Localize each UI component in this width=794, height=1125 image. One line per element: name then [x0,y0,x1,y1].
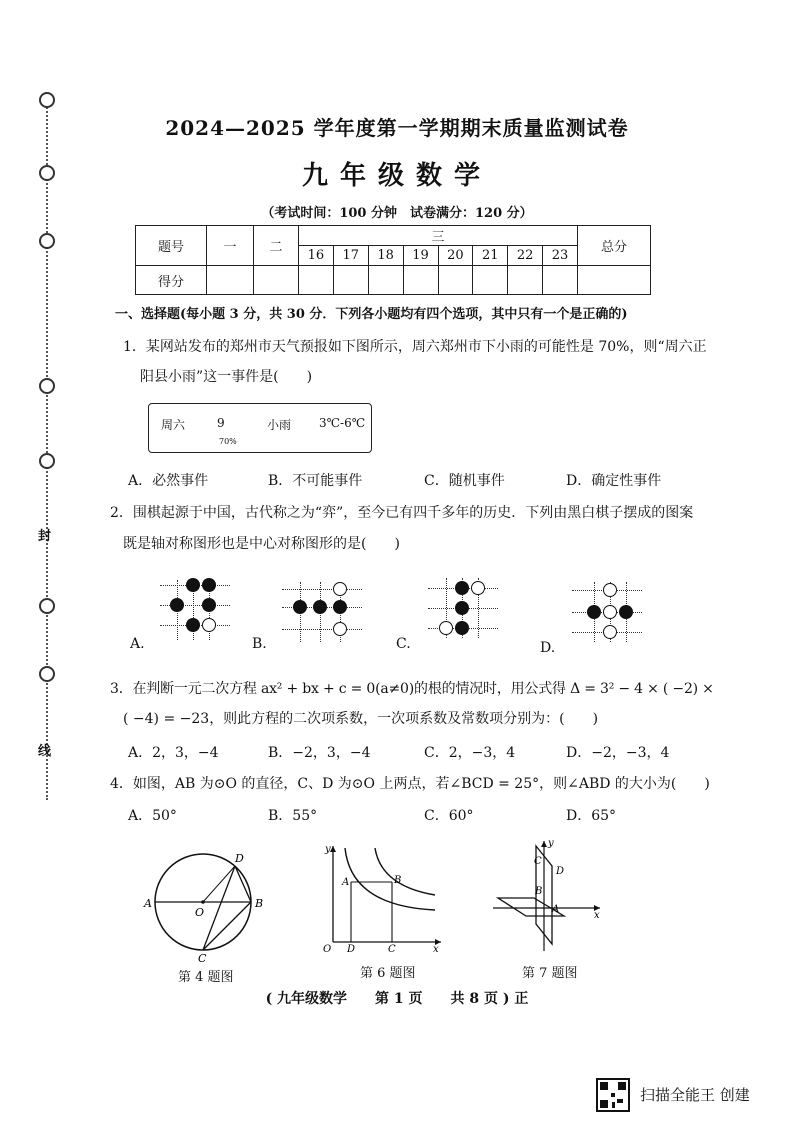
label-y: y [548,838,554,849]
binding-hole [39,92,55,108]
weather-number: 9 [217,416,225,430]
label-a: A [552,904,560,915]
option-c: C．60° [424,808,474,824]
weather-forecast-box [148,403,372,453]
question-3-line: 3．在判断一元二次方程 ax² + bx + c = 0(a≠0)的根的情况时，用公式得 Δ = 3² − 4 × ( −2) × [110,681,714,697]
score-cell[interactable] [578,266,651,295]
option-b: B．55° [268,808,318,824]
black-stone [313,600,327,614]
weather-temperature: 3℃-6℃ [319,416,366,430]
label-d: D [347,944,356,955]
label-y: y [325,844,331,855]
black-stone [202,578,216,592]
label-a: A [342,877,350,888]
exam-time-note: （考试时间：100 分钟 试卷满分：120 分） [261,206,533,221]
weather-condition: 小雨 [267,418,292,432]
figure-4-caption: 第 4 题图 [178,970,234,985]
question-1-line: 1．某网站发布的郑州市天气预报如下图所示，周六郑州市下小雨的可能性是 70%，则“周六正 [123,339,707,355]
question-1-line: 阳县小雨”这一事件是( ) [140,369,313,385]
option-c: C．2，−3，4 [424,745,516,761]
score-cell[interactable] [368,266,403,295]
option-d: D．确定性事件 [566,473,662,489]
score-table-subnum: 23 [543,246,578,266]
option-d: D．65° [566,808,617,824]
score-table-cell: 一 [207,226,254,266]
black-stone [587,605,601,619]
label-c: C [388,944,396,955]
option-a: A．必然事件 [128,473,209,489]
go-pattern-d [572,582,642,642]
binding-hole [39,666,55,682]
white-stone [603,605,617,619]
binding-seal-char: 封 [38,529,52,544]
weather-day: 周六 [161,418,186,432]
exam-subject: 九年级数学 [301,161,492,191]
black-stone [170,598,184,612]
go-label-c: C. [396,636,411,652]
score-table-header: 得分 [136,266,207,295]
label-b: B [535,886,543,897]
binding-hole [39,378,55,394]
black-stone [619,605,633,619]
score-cell[interactable] [403,266,438,295]
option-a: A．50° [128,808,177,824]
score-cell[interactable] [473,266,508,295]
score-cell[interactable] [254,266,299,295]
score-table-subnum: 19 [403,246,438,266]
label-o: O [195,906,205,919]
score-cell[interactable] [333,266,368,295]
page-footer: ( 九年级数学 第 1 页 共 8 页 ) 正 [265,991,529,1007]
score-table-subnum: 18 [368,246,403,266]
label-c: C [534,856,542,867]
score-cell[interactable] [438,266,473,295]
black-stone [293,600,307,614]
figure-7-rotation-diagram [488,836,608,956]
black-stone [186,578,200,592]
binding-hole [39,598,55,614]
score-cell[interactable] [543,266,578,295]
white-stone [439,621,453,635]
score-table-cell: 三 [299,226,578,246]
figure-4-circle-diagram [140,850,270,965]
white-stone [202,618,216,632]
score-cell[interactable] [508,266,543,295]
go-label-b: B. [252,636,267,652]
binding-line-char: 线 [38,744,52,759]
question-2-line: 既是轴对称图形也是中心对称图形的是( ) [123,536,400,552]
label-c: C [198,952,207,965]
score-table-subnum: 17 [333,246,368,266]
option-c: C．随机事件 [424,473,505,489]
black-stone [186,618,200,632]
question-4-line: 4．如图，AB 为⊙O 的直径，C、D 为⊙O 上两点，若∠BCD = 25°，则∠ABD 的大小为( ) [110,776,710,792]
option-d: D．−2，−3，4 [566,745,670,761]
white-stone [603,625,617,639]
option-b: B．−2，3，−4 [268,745,371,761]
black-stone [455,621,469,635]
score-cell[interactable] [299,266,334,295]
option-a: A．2，3，−4 [128,745,219,761]
black-stone [455,581,469,595]
go-label-a: A. [130,636,145,652]
figure-7-caption: 第 7 题图 [522,966,578,981]
figure-6-hyperbola-diagram [315,840,445,955]
score-table-cell: 总分 [578,226,651,266]
go-pattern-b [282,582,362,642]
exam-title: 2024—2025 学年度第一学期期末质量监测试卷 [165,116,629,140]
score-cell[interactable] [207,266,254,295]
qr-code-icon [596,1078,630,1112]
white-stone [333,582,347,596]
go-pattern-a [160,580,230,640]
black-stone [455,601,469,615]
section-heading: 一、选择题(每小题 3 分，共 30 分．下列各小题均有四个选项，其中只有一个是正确的) [115,307,628,322]
figure-6-caption: 第 6 题图 [360,966,416,981]
go-pattern-c [428,578,498,638]
label-x: x [433,944,439,955]
go-label-d: D. [540,640,556,656]
white-stone [471,581,485,595]
score-table-subnum: 22 [508,246,543,266]
score-table-cell: 二 [254,226,299,266]
label-b: B [255,897,264,910]
score-table-subnum: 20 [438,246,473,266]
score-table [135,225,651,295]
black-stone [202,598,216,612]
weather-probability: 70% [219,437,237,446]
label-d: D [556,866,565,877]
white-stone [603,583,617,597]
label-x: x [594,910,600,921]
score-table-subnum: 16 [299,246,334,266]
score-table-subnum: 21 [473,246,508,266]
question-2-line: 2．围棋起源于中国，古代称之为“弈”，至今已有四千多年的历史．下列由黑白棋子摆成的图案 [110,505,694,521]
option-b: B．不可能事件 [268,473,363,489]
label-b: B [394,875,402,886]
question-3-line: ( −4) = −23，则此方程的二次项系数，一次项系数及常数项分别为：( ) [123,711,599,727]
score-table-header: 题号 [136,226,207,266]
label-d: D [235,852,244,865]
black-stone [333,600,347,614]
white-stone [333,622,347,636]
label-o: O [323,944,332,955]
scanner-watermark: 扫描全能王 创建 [640,1086,750,1104]
binding-hole [39,233,55,249]
binding-hole [39,453,55,469]
label-a: A [144,897,152,910]
